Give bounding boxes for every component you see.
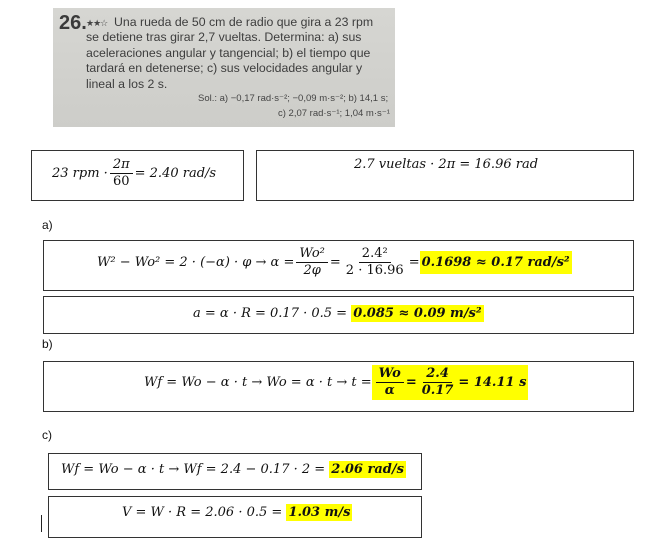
eqA1-f2-num: 2.4² bbox=[359, 247, 391, 263]
solution-line-2: c) 2,07 rad·s⁻¹; 1,04 m·s⁻¹ bbox=[278, 108, 390, 119]
eqC1-lhs: Wf = Wo − α · t → Wf = 2.4 − 0.17 · 2 = bbox=[61, 462, 326, 477]
rpm-result: = 2.40 rad/s bbox=[134, 166, 217, 181]
eqB-f2-num: 2.4 bbox=[423, 367, 452, 383]
difficulty-stars-icon: ★★☆ bbox=[86, 19, 108, 29]
eqA1-lhs: W² − Wo² = 2 · (−α) · φ → α = bbox=[97, 255, 295, 270]
problem-number: 26. bbox=[59, 12, 87, 34]
eqA1-equals-1: = bbox=[329, 255, 341, 270]
problem-photo bbox=[53, 8, 395, 127]
equation-box-stop-time bbox=[43, 361, 634, 412]
eqB-fraction-2 bbox=[419, 367, 457, 398]
section-label-b: b) bbox=[42, 337, 53, 351]
eqA1-equals-2: = bbox=[408, 255, 420, 270]
eqA2-highlighted-result: 0.085 ≈ 0.09 m/s² bbox=[353, 306, 482, 321]
angle-equation: 2.7 vueltas · 2π = 16.96 rad bbox=[354, 157, 539, 172]
eqB-f1-den: α bbox=[384, 383, 395, 398]
rpm-lhs: 23 rpm · bbox=[52, 166, 108, 181]
eqA1-f1-den: 2φ bbox=[303, 263, 321, 278]
equation-box-final-angular-velocity bbox=[48, 453, 422, 490]
text-cursor[interactable] bbox=[41, 515, 42, 532]
rpm-fraction-den: 60 bbox=[112, 174, 130, 189]
section-label-a: a) bbox=[42, 218, 53, 232]
rpm-fraction bbox=[110, 158, 133, 189]
eqA2-lhs: a = α · R = 0.17 · 0.5 = bbox=[193, 306, 348, 321]
equation-box-linear-velocity bbox=[48, 496, 422, 538]
rpm-fraction-num: 2π bbox=[110, 158, 133, 174]
eqB-f2-den: 0.17 bbox=[421, 383, 454, 398]
section-label-c: c) bbox=[42, 428, 52, 442]
eqC2-lhs: V = W · R = 2.06 · 0.5 = bbox=[122, 505, 283, 520]
eqB-equals-1: = bbox=[405, 375, 417, 390]
eqA1-fraction-1 bbox=[296, 247, 328, 278]
eqA1-highlighted-result: 0.1698 ≈ 0.17 rad/s² bbox=[420, 251, 572, 274]
solution-line-1: Sol.: a) −0,17 rad·s⁻²; −0,09 m·s⁻²; b) 14,1 s; bbox=[198, 93, 389, 104]
equation-box-rpm bbox=[31, 150, 244, 201]
problem-statement: Una rueda de 50 cm de radio que gira a 23 rpm se detiene tras girar 2,7 vueltas. Determina: a) sus aceleraciones angular y tangencial; b) el tiempo que tardará en detenerse; c) sus velocidades angular y lineal a los 2 s. bbox=[86, 15, 374, 91]
eqC2-highlighted-result: 1.03 m/s bbox=[288, 505, 351, 520]
eqB-highlighted-result bbox=[372, 365, 529, 400]
eqC1-highlighted-result: 2.06 rad/s bbox=[331, 462, 404, 477]
eqA1-fraction-2 bbox=[343, 247, 407, 278]
eqA1-f1-num: Wo² bbox=[296, 247, 328, 263]
eqB-result: = 14.11 s bbox=[458, 375, 527, 390]
equation-box-angle bbox=[256, 150, 634, 201]
eqA1-f2-den: 2 · 16.96 bbox=[345, 263, 404, 278]
eqB-lhs: Wf = Wo − α · t → Wo = α · t → t = bbox=[144, 375, 372, 390]
equation-box-tangential-acceleration bbox=[43, 296, 634, 334]
eqB-f1-num: Wo bbox=[376, 367, 404, 383]
eqB-fraction-1 bbox=[376, 367, 404, 398]
equation-box-angular-acceleration bbox=[43, 240, 634, 291]
